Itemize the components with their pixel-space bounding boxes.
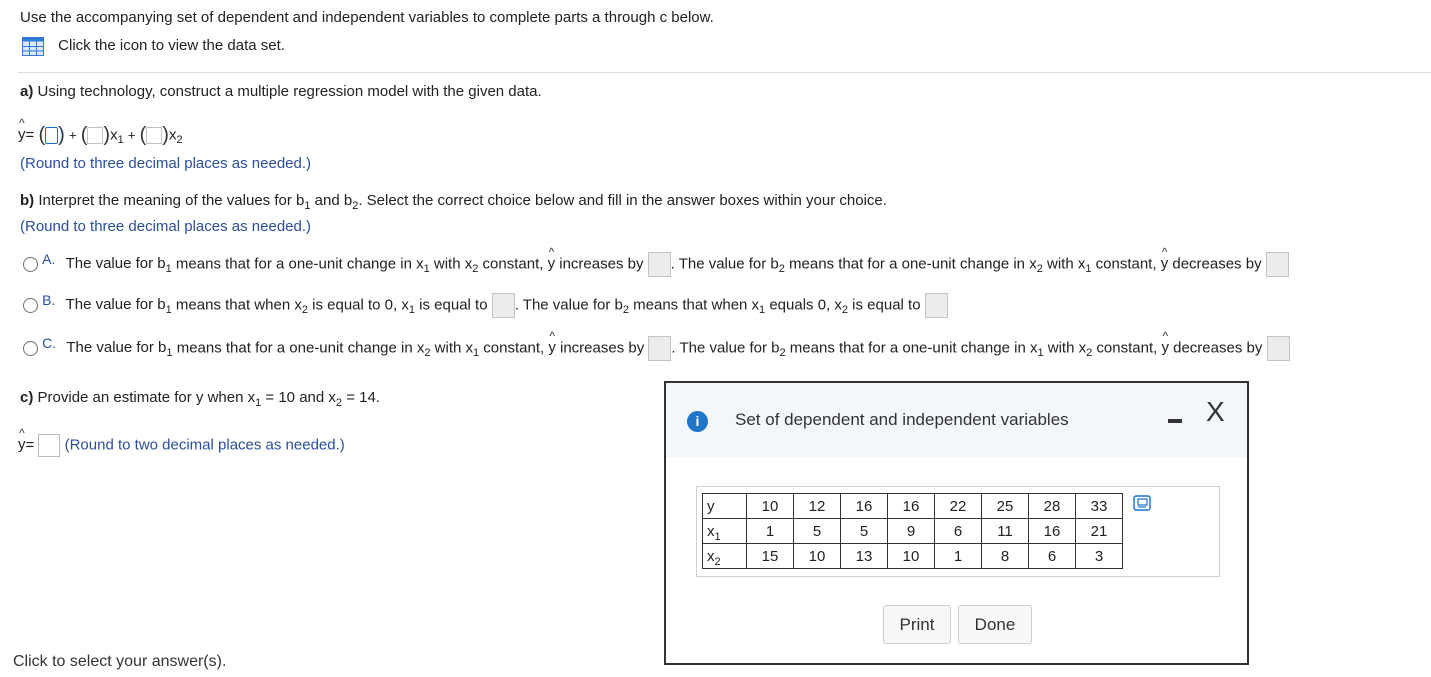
- option-a-text: with x: [1042, 255, 1086, 273]
- row-label-sub: 2: [714, 555, 721, 568]
- estimate-input[interactable]: [38, 434, 60, 457]
- part-c-text-post: = 14.: [342, 389, 380, 406]
- table-cell: 10: [888, 544, 935, 569]
- x1-var: x: [110, 126, 118, 144]
- sub: 1: [165, 263, 172, 276]
- option-b-b2-input[interactable]: [925, 293, 948, 318]
- option-c-text: decreases by: [1168, 339, 1267, 357]
- option-c-text: constant,: [479, 339, 549, 357]
- part-b-prompt: [20, 192, 887, 212]
- y-hat: ^ y: [18, 126, 26, 143]
- y-hat: ^ y: [548, 255, 556, 272]
- table-cell: 33: [1076, 494, 1123, 519]
- footer-hint: Click to select your answer(s).: [13, 653, 227, 670]
- sub: 1: [423, 263, 430, 276]
- print-button[interactable]: Print: [883, 605, 951, 644]
- table-cell: 21: [1076, 519, 1123, 544]
- option-c-letter: C.: [42, 335, 57, 352]
- x2-sub: 2: [176, 134, 183, 147]
- table-cell: 1: [747, 519, 794, 544]
- option-a-letter: A.: [42, 251, 56, 268]
- option-a-text: The value for b: [65, 255, 166, 273]
- part-c-prompt: [20, 389, 380, 409]
- part-a-round-note: (Round to three decimal places as needed.): [20, 155, 312, 172]
- option-a-b2-input[interactable]: [1266, 252, 1289, 277]
- row-label-text: y: [707, 497, 715, 515]
- option-b-text: equals 0, x: [765, 296, 842, 314]
- table-cell: 15: [747, 544, 794, 569]
- option-b-text: means that when x: [628, 296, 760, 314]
- b2-input[interactable]: [146, 127, 162, 144]
- option-b-text: The value for b: [65, 296, 166, 314]
- option-b-b1-input[interactable]: [492, 293, 515, 318]
- table-row: [703, 544, 1123, 569]
- table-row: [703, 494, 1123, 519]
- row-label-sub: 1: [714, 530, 721, 543]
- divider: [18, 72, 1431, 73]
- option-b-text: means that when x: [171, 296, 302, 314]
- data-table: [702, 493, 1123, 569]
- row-label: [703, 519, 747, 544]
- option-a-text: constant,: [478, 255, 548, 273]
- option-a-text: means that for a one-unit change in x: [784, 255, 1037, 273]
- option-b-text: . The value for b: [514, 296, 623, 314]
- b1-sub: 1: [304, 200, 311, 212]
- option-c[interactable]: [23, 336, 1290, 361]
- table-cell: 16: [841, 494, 888, 519]
- option-b[interactable]: [23, 293, 948, 318]
- y-hat: ^ y: [1161, 255, 1169, 272]
- row-label: [703, 544, 747, 569]
- option-c-text: constant,: [1092, 339, 1162, 357]
- option-a-text: . The value for b: [670, 255, 779, 273]
- instructions: Use the accompanying set of dependent and independent variables to complete parts a through c below.: [20, 9, 714, 26]
- option-c-text: means that for a one-unit change in x: [172, 339, 425, 357]
- option-a-text: decreases by: [1168, 255, 1266, 273]
- option-a-radio[interactable]: [23, 257, 38, 272]
- sub: 2: [1036, 263, 1043, 276]
- option-b-text: is equal to: [848, 296, 925, 314]
- modal-header: [666, 383, 1247, 457]
- option-c-text: means that for a one-unit change in x: [785, 339, 1038, 357]
- sub: 2: [779, 347, 786, 360]
- table-cell: 28: [1029, 494, 1076, 519]
- option-c-text: increases by: [555, 339, 649, 357]
- table-cell: 1: [935, 544, 982, 569]
- option-c-text: with x: [430, 339, 473, 357]
- done-button[interactable]: Done: [958, 605, 1032, 644]
- option-a-text: with x: [429, 255, 473, 273]
- part-b-text-pre: Interpret the meaning of the values for b: [38, 192, 305, 209]
- option-c-b2-input[interactable]: [1267, 336, 1290, 361]
- sub: 2: [1086, 347, 1093, 360]
- table-cell: 12: [794, 494, 841, 519]
- part-c-answer-row: [18, 434, 345, 457]
- sub: 2: [472, 263, 479, 276]
- part-a-prompt: [20, 83, 542, 100]
- table-cell: 16: [1029, 519, 1076, 544]
- option-c-text: The value for b: [66, 339, 167, 357]
- table-cell: 8: [982, 544, 1029, 569]
- b0-input[interactable]: [45, 127, 58, 144]
- plus-sign: +: [68, 127, 77, 143]
- part-c-text-pre: Provide an estimate for y when x: [37, 389, 256, 406]
- option-c-text: with x: [1043, 339, 1087, 357]
- part-b-text-post: . Select the correct choice below and fill in the answer boxes within your choice.: [358, 192, 887, 209]
- option-a-text: constant,: [1091, 255, 1161, 273]
- option-a-text: increases by: [555, 255, 648, 273]
- minimize-icon[interactable]: [1168, 419, 1182, 423]
- part-a-text: Using technology, construct a multiple regression model with the given data.: [37, 83, 542, 100]
- option-a[interactable]: [23, 252, 1289, 277]
- row-label-text: x: [707, 522, 715, 540]
- part-a-label: a): [20, 83, 34, 100]
- sub: 2: [841, 304, 849, 317]
- copy-to-clipboard-icon[interactable]: [1133, 495, 1151, 511]
- table-cell: 10: [794, 544, 841, 569]
- regression-equation: ^ y= ( ) + ( )$x_1$ + ( )$x_2$: [18, 124, 183, 147]
- table-cell: 6: [935, 519, 982, 544]
- part-b-label: b): [20, 192, 35, 209]
- x2-var: x: [168, 126, 177, 144]
- sub: 2: [622, 304, 629, 317]
- option-a-text: means that for a one-unit change in x: [171, 255, 424, 273]
- part-b-round-note: (Round to three decimal places as needed.): [20, 218, 312, 235]
- b1-input[interactable]: [87, 127, 103, 144]
- table-cell: 9: [888, 519, 935, 544]
- sub: 1: [166, 347, 173, 360]
- sub: 1: [408, 304, 415, 317]
- sub: 2: [424, 347, 431, 360]
- y-hat: ^ y: [548, 339, 556, 356]
- table-cell: 16: [888, 494, 935, 519]
- table-cell: 5: [794, 519, 841, 544]
- part-b-text-mid: and b: [310, 192, 353, 209]
- sub: 1: [1037, 347, 1044, 360]
- table-cell: 5: [841, 519, 888, 544]
- sub: 1: [759, 304, 766, 317]
- y-hat: ^ y: [1161, 339, 1169, 356]
- sub: 2: [301, 304, 308, 317]
- info-icon: i: [687, 411, 708, 432]
- table-cell: 22: [935, 494, 982, 519]
- table-cell: 25: [982, 494, 1029, 519]
- option-b-text: is equal to 0, x: [307, 296, 409, 314]
- data-link-row[interactable]: [22, 37, 285, 56]
- part-c-label: c): [20, 389, 34, 406]
- equals-sign: =: [25, 436, 35, 454]
- table-cell: 11: [982, 519, 1029, 544]
- option-b-radio[interactable]: [23, 298, 38, 313]
- sub: 2: [335, 397, 343, 409]
- option-c-radio[interactable]: [23, 341, 38, 356]
- part-c-text-mid: = 10 and x: [261, 389, 336, 406]
- row-label-text: x: [707, 547, 715, 565]
- sub: 1: [255, 397, 262, 409]
- sub: 1: [473, 347, 480, 360]
- option-a-b1-input[interactable]: [648, 252, 671, 277]
- row-label: [703, 494, 747, 519]
- close-icon[interactable]: X: [1206, 396, 1225, 427]
- x1-sub: 1: [117, 134, 124, 147]
- option-b-text: is equal to: [415, 296, 492, 314]
- table-cell: 13: [841, 544, 888, 569]
- b2-sub: 2: [352, 200, 359, 212]
- table-grid-icon[interactable]: [22, 37, 44, 56]
- equals-sign: =: [25, 126, 35, 144]
- table-cell: 6: [1029, 544, 1076, 569]
- y-hat: ^ y: [18, 436, 26, 453]
- plus-sign: +: [127, 127, 136, 143]
- table-cell: 10: [747, 494, 794, 519]
- data-set-modal: [664, 381, 1249, 665]
- data-link-text[interactable]: Click the icon to view the data set.: [58, 37, 285, 55]
- option-c-text: . The value for b: [671, 339, 780, 357]
- table-cell: 3: [1076, 544, 1123, 569]
- table-row: [703, 519, 1123, 544]
- option-c-b1-input[interactable]: [648, 336, 671, 361]
- part-c-round-note: (Round to two decimal places as needed.): [64, 436, 345, 454]
- sub: 2: [778, 263, 785, 276]
- sub: 1: [165, 304, 172, 317]
- option-b-letter: B.: [42, 292, 56, 309]
- modal-title: Set of dependent and independent variables: [735, 410, 1069, 429]
- sub: 1: [1085, 263, 1092, 276]
